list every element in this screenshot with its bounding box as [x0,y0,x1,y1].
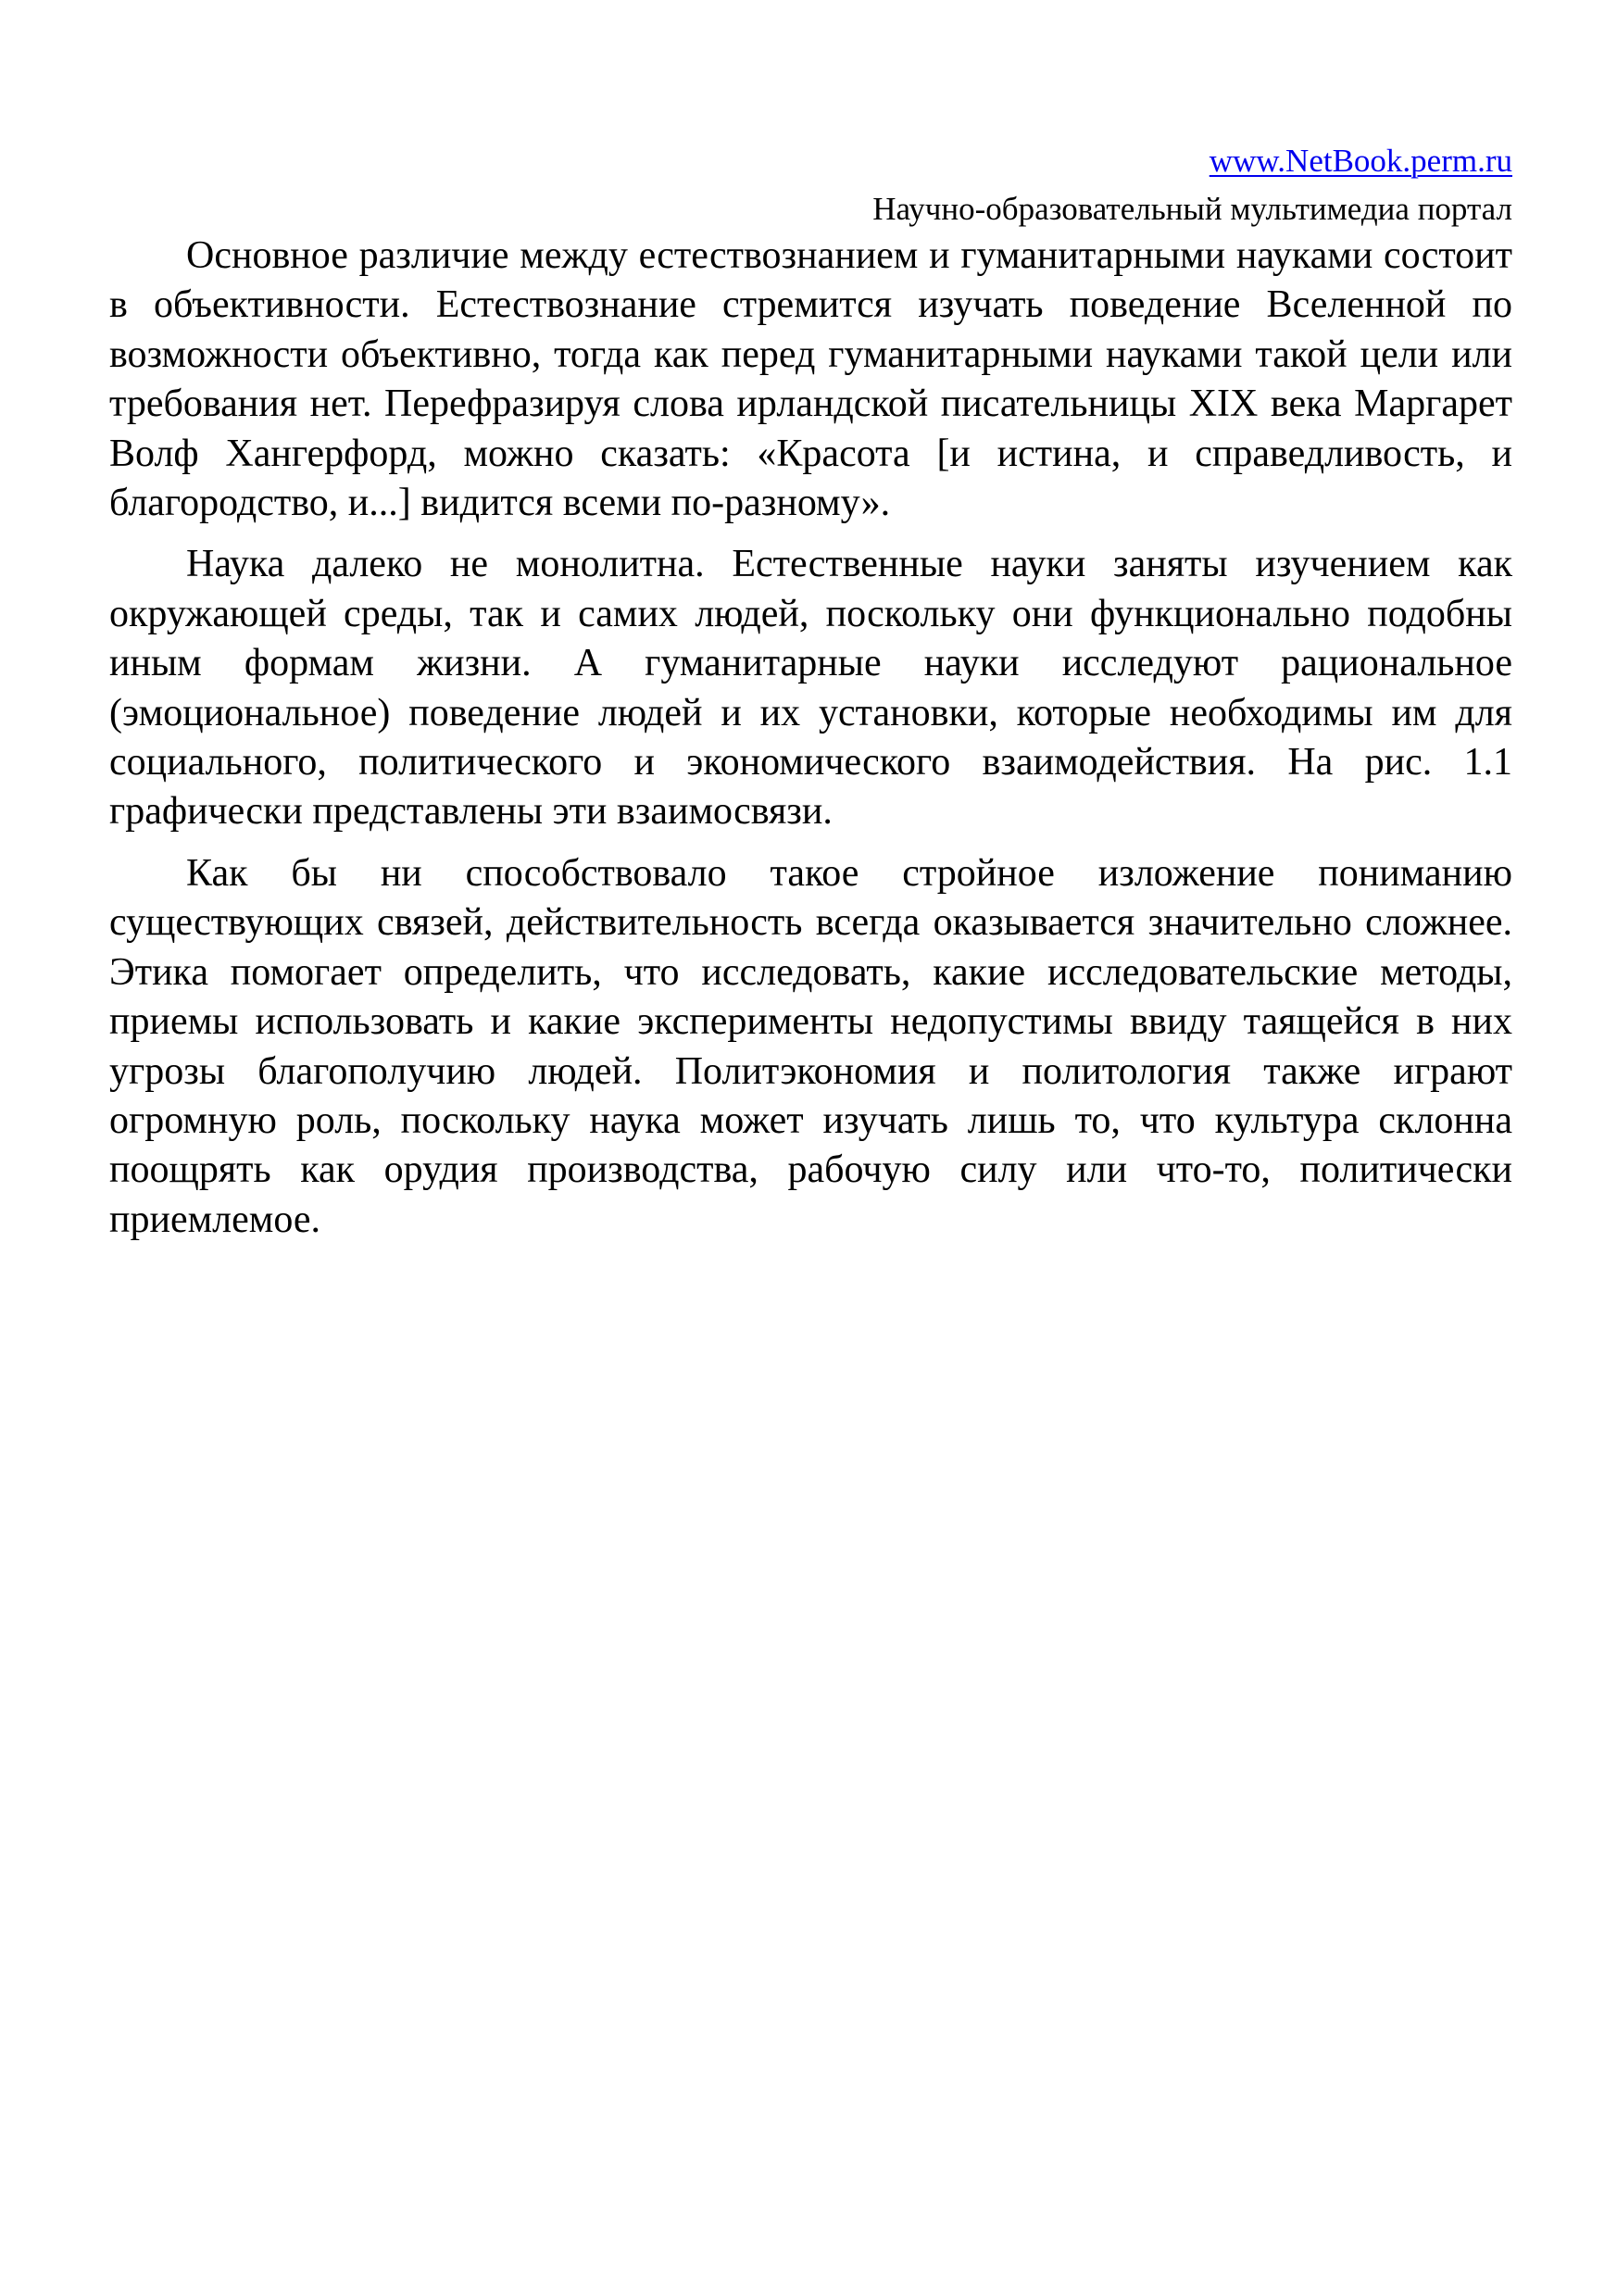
paragraph: Наука далеко не монолитна. Естественные науки заняты изучением как окружающей среды, так и самих людей, поскольку они функционально подобны иным формам жизни. А гуманитарные науки исследуют рациональное (эмоциональное) поведение людей и их установки, которые необходимы им для социального, политического и экономического взаимодействия. На рис. 1.1 графически представлены эти взаимосвязи. [109,543,1512,834]
site-link[interactable]: www.NetBook.perm.ru [1209,143,1512,179]
paragraph: Как бы ни способствовало такое стройное изложение пониманию существующих связей, действительность всегда оказывается значительно сложнее. Этика помогает определить, что исследовать, какие исследовательские методы, приемы использовать и какие эксперименты недопустимы ввиду таящейся в них угрозы благополучию людей. Политэкономия и политология также играют огромную роль, поскольку наука может изучать лишь то, что культура склонна поощрять как орудия производства, рабочую силу или что-то, политически приемлемое. [109,851,1512,1241]
document-body [109,232,1512,1257]
page-header [109,137,1512,233]
paragraph: Основное различие между естествознанием и гуманитарными науками состоит в объективности. Естествознание стремится изучать поведение Вселенной по возможности объективно, тогда как перед гуманитарными науками такой цели или требования нет. Перефразируя слова ирландской писательницы XIX века Маргарет Волф Хангерфорд, можно сказать: «Красота [и истина, и справедливость, и благородство, и...] видится всеми по-разному». [109,234,1512,525]
site-subtitle: Научно-образовательный мультимедиа портал [872,191,1512,227]
